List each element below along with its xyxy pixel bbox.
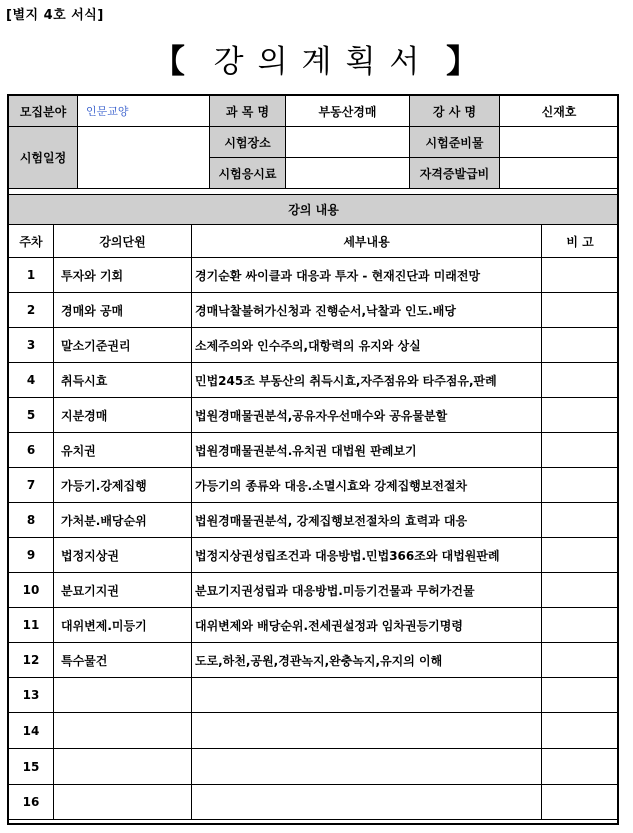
table-row (9, 678, 619, 713)
cert-fee-label: 자격증발급비 (410, 158, 500, 189)
remark-cell[interactable] (542, 503, 619, 538)
remark-cell[interactable] (542, 328, 619, 363)
detail-cell[interactable]: 가등기의 종류와 대응.소멸시효와 강제집행보전절차 (192, 468, 542, 503)
unit-cell[interactable]: 지분경매 (54, 398, 192, 433)
week-cell: 11 (9, 608, 54, 643)
fee-value[interactable] (286, 158, 410, 189)
schedule-value[interactable] (78, 127, 210, 189)
week-cell: 3 (9, 328, 54, 363)
table-row (9, 713, 619, 749)
week-cell: 8 (9, 503, 54, 538)
week-cell: 10 (9, 573, 54, 608)
unit-cell[interactable] (54, 785, 192, 820)
table-row (9, 328, 619, 363)
unit-cell[interactable]: 분묘기지권 (54, 573, 192, 608)
detail-cell[interactable]: 법원경매물권분석,공유자우선매수와 공유물분할 (192, 398, 542, 433)
remark-cell[interactable] (542, 293, 619, 328)
remark-cell[interactable] (542, 258, 619, 293)
unit-cell[interactable]: 투자와 기회 (54, 258, 192, 293)
table-row (9, 433, 619, 468)
schedule-label: 시험일정 (9, 127, 78, 189)
field-value[interactable]: 인문교양 (78, 96, 210, 127)
venue-label: 시험장소 (210, 127, 286, 158)
table-row (9, 293, 619, 328)
table-row (9, 785, 619, 820)
remark-cell[interactable] (542, 398, 619, 433)
unit-cell[interactable]: 가처분.배당순위 (54, 503, 192, 538)
fee-label: 시험응시료 (210, 158, 286, 189)
unit-header: 강의단원 (54, 225, 192, 258)
title-text: 강의계획서 (213, 44, 434, 80)
remark-cell[interactable] (542, 468, 619, 503)
detail-cell[interactable]: 법정지상권성립조건과 대응방법.민법366조와 대법원판례 (192, 538, 542, 573)
table-row (9, 573, 619, 608)
detail-cell[interactable]: 경매낙찰불허가신청과 진행순서,낙찰과 인도.배당 (192, 293, 542, 328)
form-number-tag: [별지 4호 서식] (6, 8, 104, 23)
unit-cell[interactable]: 경매와 공매 (54, 293, 192, 328)
unit-cell[interactable]: 법정지상권 (54, 538, 192, 573)
week-cell: 7 (9, 468, 54, 503)
week-cell: 14 (9, 713, 54, 749)
week-cell: 12 (9, 643, 54, 678)
prep-value[interactable] (500, 127, 619, 158)
detail-cell[interactable]: 민법245조 부동산의 취득시효,자주점유와 타주점유,판례 (192, 363, 542, 398)
document-title (0, 36, 633, 82)
week-cell: 5 (9, 398, 54, 433)
detail-cell[interactable]: 경기순환 싸이클과 대응과 투자 - 현재진단과 미래전망 (192, 258, 542, 293)
remark-cell[interactable] (542, 678, 619, 713)
field-label: 모집분야 (9, 96, 78, 127)
table-row (9, 538, 619, 573)
unit-cell[interactable]: 말소기준권리 (54, 328, 192, 363)
remark-cell[interactable] (542, 573, 619, 608)
week-cell: 2 (9, 293, 54, 328)
week-cell: 6 (9, 433, 54, 468)
table-row (9, 643, 619, 678)
detail-cell[interactable] (192, 749, 542, 785)
unit-cell[interactable] (54, 713, 192, 749)
week-cell: 15 (9, 749, 54, 785)
remark-cell[interactable] (542, 749, 619, 785)
table-row (9, 258, 619, 293)
venue-value[interactable] (286, 127, 410, 158)
unit-cell[interactable]: 유치권 (54, 433, 192, 468)
unit-cell[interactable]: 취득시효 (54, 363, 192, 398)
unit-cell[interactable]: 대위변제.미등기 (54, 608, 192, 643)
table-row (9, 749, 619, 785)
detail-cell[interactable]: 법원경매물권분석, 강제집행보전절차의 효력과 대응 (192, 503, 542, 538)
week-cell: 16 (9, 785, 54, 820)
remark-cell[interactable] (542, 785, 619, 820)
prep-label: 시험준비물 (410, 127, 500, 158)
instructor-label: 강 사 명 (410, 96, 500, 127)
lecture-plan-table (8, 194, 619, 820)
remark-cell[interactable] (542, 433, 619, 468)
unit-cell[interactable]: 특수물건 (54, 643, 192, 678)
remark-cell[interactable] (542, 538, 619, 573)
table-row (9, 468, 619, 503)
detail-cell[interactable] (192, 785, 542, 820)
section-title: 강의 내용 (9, 195, 619, 225)
remark-cell[interactable] (542, 363, 619, 398)
table-row (9, 503, 619, 538)
instructor-value[interactable]: 신재호 (500, 96, 619, 127)
detail-cell[interactable] (192, 678, 542, 713)
detail-cell[interactable]: 소제주의와 인수주의,대항력의 유지와 상실 (192, 328, 542, 363)
cert-fee-value[interactable] (500, 158, 619, 189)
unit-cell[interactable] (54, 678, 192, 713)
detail-cell[interactable] (192, 713, 542, 749)
detail-cell[interactable]: 분묘기지권성립과 대응방법.미등기건물과 무허가건물 (192, 573, 542, 608)
week-header: 주차 (9, 225, 54, 258)
title-close-bracket: 】 (446, 42, 481, 80)
week-cell: 4 (9, 363, 54, 398)
detail-cell[interactable]: 도로,하천,공원,경관녹지,완충녹지,유지의 이해 (192, 643, 542, 678)
table-row (9, 608, 619, 643)
remark-cell[interactable] (542, 643, 619, 678)
unit-cell[interactable] (54, 749, 192, 785)
detail-cell[interactable]: 대위변제와 배당순위.전세권설정과 임차권등기명령 (192, 608, 542, 643)
remark-cell[interactable] (542, 608, 619, 643)
table-row (9, 363, 619, 398)
title-open-bracket: 【 (152, 42, 187, 80)
detail-cell[interactable]: 법원경매물권분석.유치권 대법원 판례보기 (192, 433, 542, 468)
unit-cell[interactable]: 가등기.강제집행 (54, 468, 192, 503)
remark-header: 비 고 (542, 225, 619, 258)
subject-value[interactable]: 부동산경매 (286, 96, 410, 127)
week-cell: 13 (9, 678, 54, 713)
remark-cell[interactable] (542, 713, 619, 749)
subject-label: 과 목 명 (210, 96, 286, 127)
detail-header: 세부내용 (192, 225, 542, 258)
week-cell: 1 (9, 258, 54, 293)
table-row (9, 398, 619, 433)
week-cell: 9 (9, 538, 54, 573)
course-info-table (8, 95, 619, 189)
